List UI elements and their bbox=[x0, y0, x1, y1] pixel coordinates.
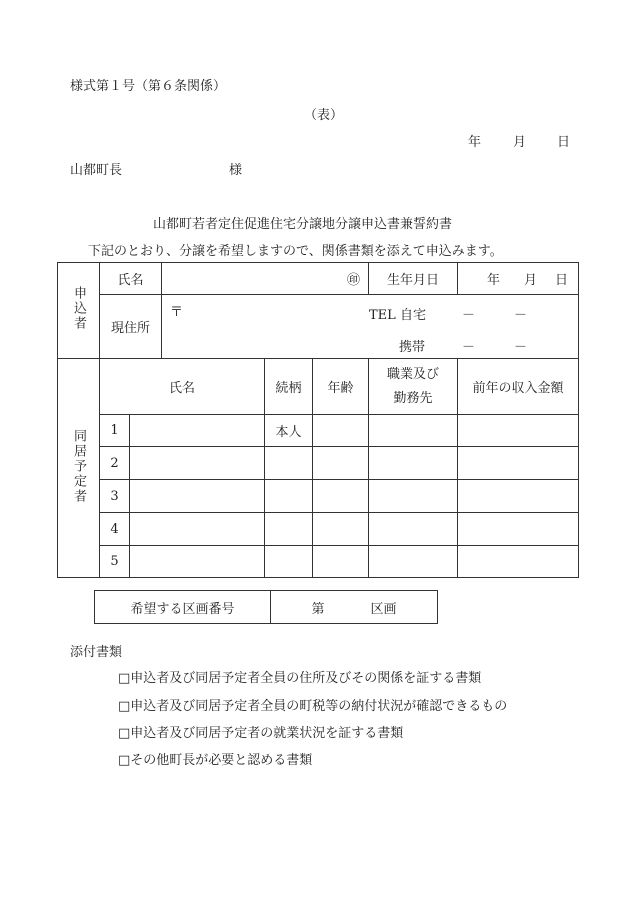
lot-label-cell bbox=[95, 591, 271, 623]
attachment-item[interactable]: □申込者及び同居予定者の就業状況を証する書類 bbox=[118, 726, 404, 741]
col-occupation-line2: 勤務先 bbox=[393, 390, 433, 406]
row-relation[interactable] bbox=[265, 513, 313, 546]
row-name-field[interactable] bbox=[130, 447, 265, 480]
col-name-header bbox=[100, 359, 265, 415]
row-income-field[interactable] bbox=[458, 447, 579, 480]
cohabitant-section-cell bbox=[58, 359, 100, 578]
birth-month: 月 bbox=[524, 273, 538, 288]
col-name-label: 氏名 bbox=[169, 381, 196, 396]
col-income-header bbox=[458, 359, 579, 415]
table-row bbox=[58, 546, 579, 578]
row-relation[interactable] bbox=[265, 546, 313, 578]
table-row bbox=[58, 415, 579, 447]
col-occupation-line1: 職業及び bbox=[387, 366, 440, 382]
applicant-section-cell bbox=[58, 263, 100, 359]
table-row bbox=[58, 447, 579, 480]
tel-mobile-label: 携帯 bbox=[399, 340, 426, 355]
attachments-title: 添付書類 bbox=[70, 645, 123, 660]
lot-suffix: 区画 bbox=[370, 601, 397, 617]
col-age-header bbox=[313, 359, 369, 415]
birth-label: 生年月日 bbox=[387, 273, 440, 288]
row-income-field[interactable] bbox=[458, 415, 579, 447]
row-age-field[interactable] bbox=[313, 415, 369, 447]
tel-home-label: TEL 自宅 bbox=[369, 308, 426, 323]
tel-home-dashes: － － bbox=[462, 308, 528, 323]
row-occupation-field[interactable] bbox=[369, 480, 458, 513]
intro-text: 下記のとおり、分譲を希望しますので、関係書類を添えて申込みます。 bbox=[88, 244, 503, 259]
row-income-field[interactable] bbox=[458, 546, 579, 578]
row-relation[interactable] bbox=[265, 480, 313, 513]
row-age-field[interactable] bbox=[313, 513, 369, 546]
row-age-field[interactable] bbox=[313, 480, 369, 513]
birth-day: 日 bbox=[555, 273, 569, 288]
date-day: 日 bbox=[557, 135, 571, 150]
col-age-label: 年齢 bbox=[327, 381, 354, 396]
row-age-field[interactable] bbox=[313, 546, 369, 578]
tel-mobile-dashes: － － bbox=[462, 340, 528, 355]
cohabitant-section-label: 同居予定者 bbox=[71, 428, 86, 504]
row-number: 1 bbox=[100, 415, 130, 447]
attachment-item[interactable]: □その他町長が必要と認める書類 bbox=[118, 753, 313, 768]
address-label-cell bbox=[100, 295, 162, 359]
row-occupation-field[interactable] bbox=[369, 415, 458, 447]
row-name-field[interactable] bbox=[130, 513, 265, 546]
honorific: 様 bbox=[229, 163, 243, 178]
date-year: 年 bbox=[468, 135, 482, 150]
lot-number-box bbox=[94, 590, 438, 624]
col-relation-header bbox=[265, 359, 313, 415]
row-occupation-field[interactable] bbox=[369, 447, 458, 480]
row-income-field[interactable] bbox=[458, 480, 579, 513]
lot-label: 希望する区画番号 bbox=[130, 601, 235, 617]
row-number: 4 bbox=[100, 513, 130, 546]
document-title: 山都町若者定住促進住宅分譲地分譲申込書兼誓約書 bbox=[153, 217, 453, 232]
row-occupation-field[interactable] bbox=[369, 546, 458, 578]
row-number: 2 bbox=[100, 447, 130, 480]
row-relation[interactable]: 本人 bbox=[265, 415, 313, 447]
applicant-section-label: 申込者 bbox=[71, 286, 86, 331]
postal-mark: 〒 bbox=[170, 305, 184, 320]
address-field[interactable] bbox=[162, 295, 579, 359]
name-field[interactable] bbox=[162, 263, 369, 295]
lot-prefix: 第 bbox=[311, 601, 325, 617]
row-relation[interactable] bbox=[265, 447, 313, 480]
row-number: 5 bbox=[100, 546, 130, 578]
col-occupation-header bbox=[369, 359, 458, 415]
attachment-item[interactable]: □申込者及び同居予定者全員の住所及びその関係を証する書類 bbox=[118, 671, 482, 686]
table-row bbox=[58, 513, 579, 546]
birth-year: 年 bbox=[487, 273, 501, 288]
col-relation-label: 続柄 bbox=[275, 381, 302, 396]
table-row bbox=[58, 480, 579, 513]
name-label: 氏名 bbox=[117, 273, 144, 288]
birth-label-cell bbox=[369, 263, 458, 295]
date-month: 月 bbox=[513, 135, 527, 150]
row-name-field[interactable] bbox=[130, 415, 265, 447]
row-number: 3 bbox=[100, 480, 130, 513]
col-income-label: 前年の収入金額 bbox=[472, 381, 564, 396]
side-label: （表） bbox=[304, 108, 344, 123]
application-table bbox=[57, 262, 579, 578]
row-name-field[interactable] bbox=[130, 546, 265, 578]
lot-number-field[interactable] bbox=[271, 591, 437, 623]
form-number: 様式第１号（第６条関係） bbox=[70, 79, 227, 94]
addressee: 山都町長 bbox=[70, 163, 123, 178]
address-label: 現住所 bbox=[111, 321, 151, 336]
name-label-cell bbox=[100, 263, 162, 295]
row-income-field[interactable] bbox=[458, 513, 579, 546]
birth-field[interactable] bbox=[458, 263, 579, 295]
row-age-field[interactable] bbox=[313, 447, 369, 480]
row-name-field[interactable] bbox=[130, 480, 265, 513]
seal-mark: ㊞ bbox=[347, 273, 361, 288]
row-occupation-field[interactable] bbox=[369, 513, 458, 546]
attachment-item[interactable]: □申込者及び同居予定者全員の町税等の納付状況が確認できるもの bbox=[118, 699, 508, 714]
